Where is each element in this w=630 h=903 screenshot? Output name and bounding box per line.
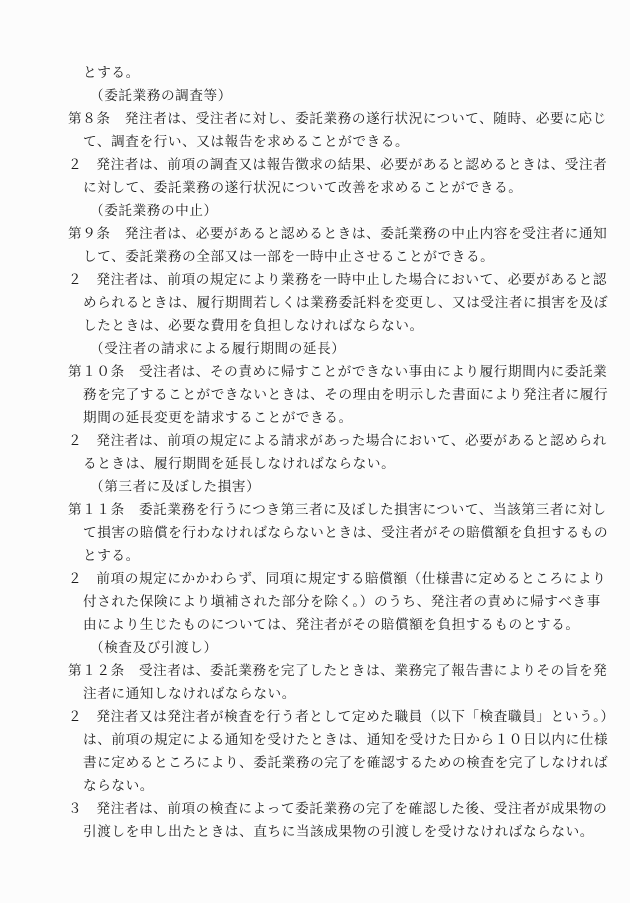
text-line: 引渡しを申し出たときは、直ちに当該成果物の引渡しを受けなければならない。 <box>83 824 594 840</box>
section-heading: （委託業務の調査等） <box>90 88 232 104</box>
section-heading: （第三者に及ぼした損害） <box>90 479 261 495</box>
article-line: 第１１条 委託業務を行うにつき第三者に及ぼした損害について、当該第三者に対し <box>68 502 607 518</box>
text-line: とする。 <box>83 548 140 564</box>
section-heading: （受注者の請求による履行期間の延長） <box>90 341 346 357</box>
text-line: ならない。 <box>83 778 154 794</box>
text-line: 注者に通知しなければならない。 <box>83 686 296 702</box>
text-line: したときは、必要な費用を負担しなければならない。 <box>83 318 424 334</box>
text-line: て、調査を行い、又は報告を求めることができる。 <box>83 134 410 150</box>
text-line: 期間の延長変更を請求することができる。 <box>83 410 353 426</box>
article-line: 第８条 発注者は、受注者に対し、委託業務の遂行状況について、随時、必要に応じ <box>68 111 607 127</box>
text-line: 務を完了することができないときは、その理由を明示した書面により発注者に履行 <box>83 387 609 403</box>
text-line: 書に定めるところにより、委託業務の完了を確認するための検査を完了しなければ <box>83 755 609 771</box>
article-line: 第１２条 受注者は、委託業務を完了したときは、業務完了報告書によりその旨を発 <box>68 663 608 679</box>
text-line: るときは、履行期間を延長しなければならない。 <box>83 456 396 472</box>
text-line: て損害の賠償を行わなければならないときは、受注者がその賠償額を負担するもの <box>83 525 609 541</box>
text-line: とする。 <box>83 65 140 81</box>
article-line: 第１０条 受注者は、その責めに帰すことができない事由により履行期間内に委託業 <box>68 364 608 380</box>
paragraph-line: ３ 発注者は、前項の検査によって委託業務の完了を確認した後、受注者が成果物の <box>68 801 608 817</box>
paragraph-line: ２ 前項の規定にかかわらず、同項に規定する賠償額（仕様書に定めるところにより <box>68 571 607 587</box>
text-line: められるときは、履行期間若しくは業務委託料を変更し、又は受注者に損害を及ぼ <box>83 295 609 311</box>
paragraph-line: ２ 発注者は、前項の規定による請求があった場合において、必要があると認められ <box>68 433 607 449</box>
text-line: 付された保険により塡補された部分を除く。）のうち、発注者の責めに帰すべき事 <box>83 594 601 610</box>
text-line: は、前項の規定による通知を受けたときは、通知を受けた日から１０日以内に仕様 <box>83 732 609 748</box>
paragraph-line: ２ 発注者は、前項の規定により業務を一時中止した場合において、必要があると認 <box>68 272 608 288</box>
text-line: 由により生じたものについては、発注者がその賠償額を負担するものとする。 <box>83 617 580 633</box>
paragraph-line: ２ 発注者は、前項の調査又は報告徴求の結果、必要があると認めるときは、受注者 <box>68 157 608 173</box>
section-heading: （検査及び引渡し） <box>90 640 218 656</box>
section-heading: （委託業務の中止） <box>90 203 218 219</box>
text-line: に対して、委託業務の遂行状況について改善を求めることができる。 <box>83 180 523 196</box>
paragraph-line: ２ 発注者又は発注者が検査を行う者として定めた職員（以下「検査職員」という。） <box>68 709 615 725</box>
article-line: 第９条 発注者は、必要があると認めるときは、委託業務の中止内容を受注者に通知 <box>68 226 608 242</box>
text-line: して、委託業務の全部又は一部を一時中止させることができる。 <box>83 249 495 265</box>
